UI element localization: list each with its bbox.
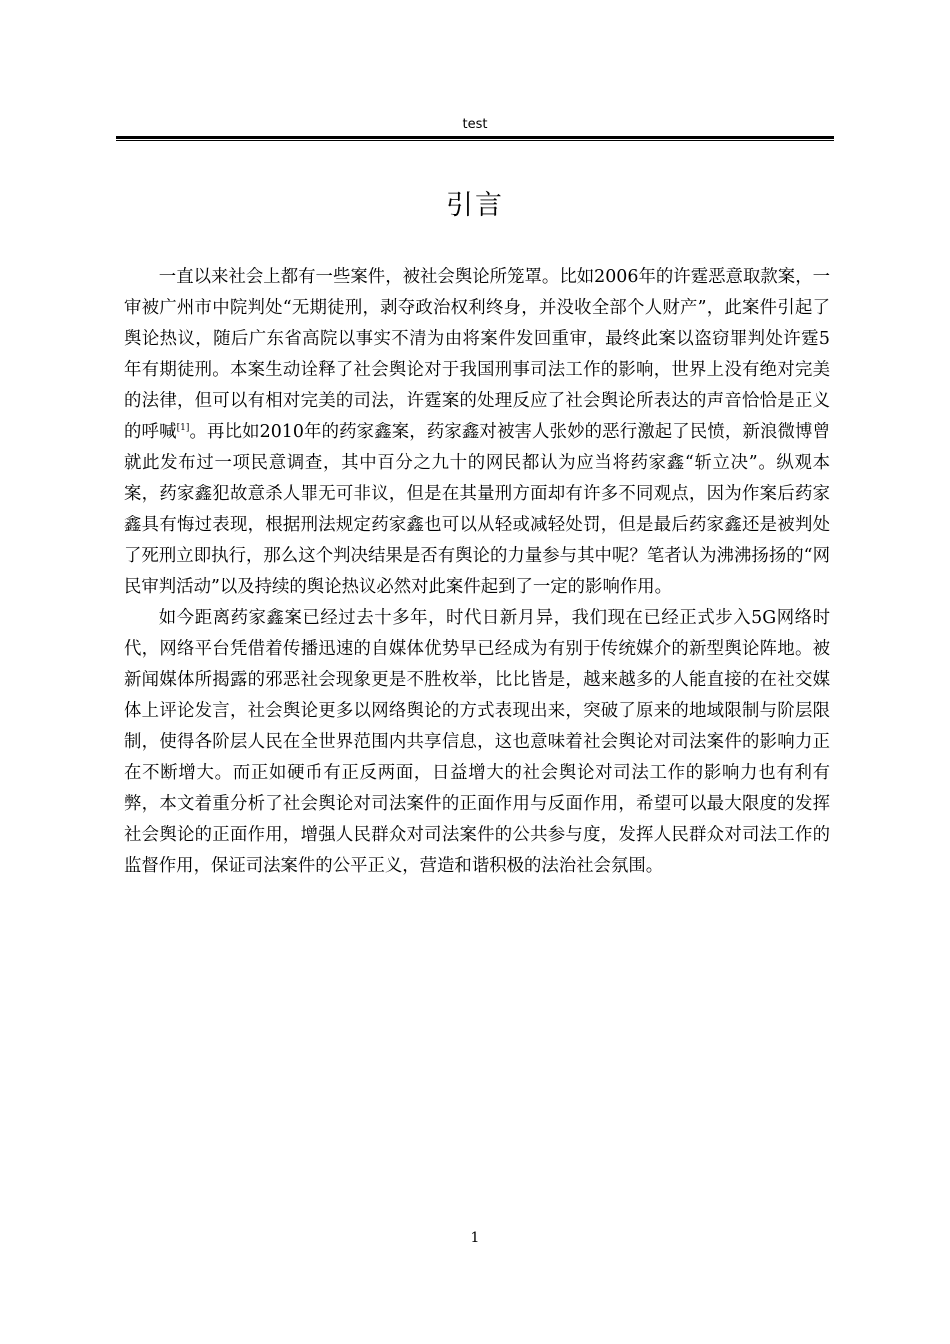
paragraph-1-text-before-citation: 一直以来社会上都有一些案件，被社会舆论所笼罩。比如2006年的许霆恶意取款案，一审被广州市中院判处“无期徒刑，剥夺政治权利终身，并没收全部个人财产”，此案件引起了舆论热议，随后广东省高院以事实不清为由将案件发回重审，最终此案以盗窃罪判处许霆5年有期徒刑。本案生动诠释了社会舆论对于我国刑事司法工作的影响，世界上没有绝对完美的法律，但可以有相对完美的司法，许霆案的处理反应了社会舆论所表达的声音恰恰是正义的呼喊 xyxy=(124,267,830,442)
header-rule-thick-line xyxy=(116,136,834,139)
body-text xyxy=(124,262,830,882)
page-header: test xyxy=(462,117,488,132)
section-title: 引言 xyxy=(446,190,504,221)
header-rule-thin-line xyxy=(116,140,834,141)
header-rule xyxy=(116,136,834,142)
paragraph-2: 如今距离药家鑫案已经过去十多年，时代日新月异，我们现在已经正式步入5G网络时代，网络平台凭借着传播迅速的自媒体优势早已经成为有别于传统媒介的新型舆论阵地。被新闻媒体所揭露的邪恶社会现象更是不胜枚举，比比皆是，越来越多的人能直接的在社交媒体上评论发言，社会舆论更多以网络舆论的方式表现出来，突破了原来的地域限制与阶层限制，使得各阶层人民在全世界范围内共享信息，这也意味着社会舆论对司法案件的影响力正在不断增大。而正如硬币有正反两面，日益增大的社会舆论对司法工作的影响力也有利有弊，本文着重分析了社会舆论对司法案件的正面作用与反面作用，希望可以最大限度的发挥社会舆论的正面作用，增强人民群众对司法案件的公共参与度，发挥人民群众对司法工作的监督作用，保证司法案件的公平正义，营造和谐积极的法治社会氛围。 xyxy=(124,608,830,876)
paragraph-1 xyxy=(124,262,830,603)
page-number: 1 xyxy=(470,1230,480,1246)
paragraph-1-text-after-citation: 。再比如2010年的药家鑫案，药家鑫对被害人张妙的恶行激起了民愤，新浪微博曾就此发布过一项民意调查，其中百分之九十的网民都认为应当将药家鑫“斩立决”。纵观本案，药家鑫犯故意杀人罪无可非议，但是在其量刑方面却有许多不同观点，因为作案后药家鑫具有悔过表现，根据刑法规定药家鑫也可以从轻或减轻处罚，但是最后药家鑫还是被判处了死刑立即执行，那么这个判决结果是否有舆论的力量参与其中呢？笔者认为沸沸扬扬的“网民审判活动”以及持续的舆论热议必然对此案件起到了一定的影响作用。 xyxy=(124,422,830,597)
citation-marker: [1] xyxy=(176,423,190,434)
